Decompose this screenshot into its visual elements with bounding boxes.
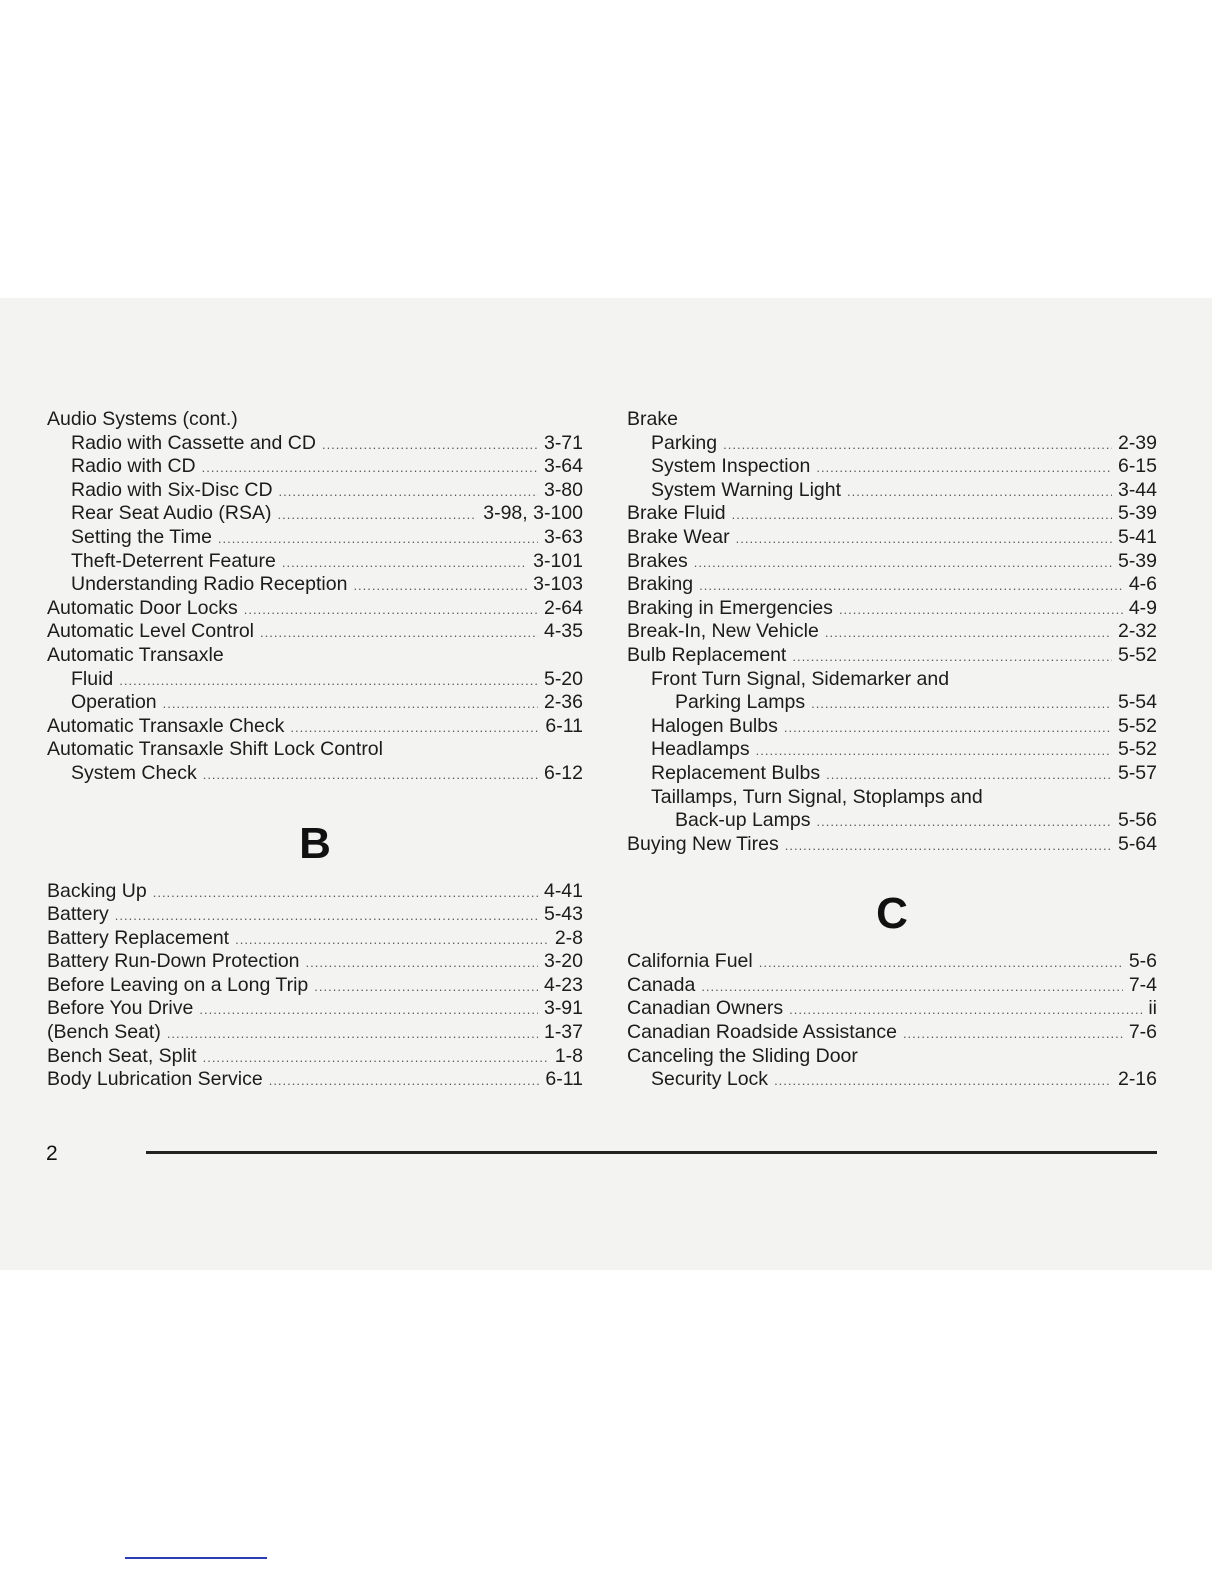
index-entry xyxy=(47,997,583,1021)
entry-term: Operation xyxy=(71,691,157,714)
entry-term: Radio with Cassette and CD xyxy=(71,431,316,454)
dot-leader xyxy=(826,763,1112,787)
entry-term: Automatic Door Locks xyxy=(47,596,238,619)
entry-page-ref: 3-64 xyxy=(543,455,583,478)
entry-page-ref: 7-6 xyxy=(1128,1021,1157,1044)
dot-leader xyxy=(235,928,549,952)
index-entry xyxy=(627,1021,1157,1045)
entry-term: Headlamps xyxy=(651,738,750,761)
index-group xyxy=(47,880,583,1092)
entry-term: (Bench Seat) xyxy=(47,1021,161,1044)
dot-leader xyxy=(789,998,1142,1022)
entry-term: Parking xyxy=(651,431,718,454)
index-entry xyxy=(627,950,1157,974)
entry-page-ref: 5-57 xyxy=(1117,761,1157,784)
entry-term: Battery xyxy=(47,903,109,926)
dot-leader xyxy=(119,669,538,693)
entry-page-ref: 3-103 xyxy=(533,573,583,596)
entry-page-ref: 5-52 xyxy=(1117,643,1157,666)
entry-page-ref: 6-15 xyxy=(1117,455,1157,478)
index-entry xyxy=(47,762,583,786)
index-entry xyxy=(47,1021,583,1045)
entry-term: Braking xyxy=(627,573,694,596)
entry-page-ref: 5-6 xyxy=(1128,950,1157,973)
index-entry xyxy=(627,974,1157,998)
entry-page-ref: 3-101 xyxy=(533,549,583,572)
dot-leader xyxy=(732,503,1112,527)
dot-leader xyxy=(784,716,1112,740)
dot-leader xyxy=(816,810,1111,834)
entry-term: System Inspection xyxy=(651,455,811,478)
entry-page-ref: 6-11 xyxy=(545,714,583,737)
entry-term: Bulb Replacement xyxy=(627,643,787,666)
dot-leader xyxy=(825,621,1112,645)
entry-page-ref: 1-8 xyxy=(554,1044,583,1067)
footer-rule xyxy=(146,1151,1157,1154)
index-entry xyxy=(627,997,1157,1021)
dot-leader xyxy=(279,480,538,504)
dot-leader xyxy=(699,574,1123,598)
entry-page-ref: 5-64 xyxy=(1117,832,1157,855)
entry-term: Theft-Deterrent Feature xyxy=(71,549,276,572)
index-entry xyxy=(627,573,1157,597)
entry-page-ref: 5-56 xyxy=(1117,809,1157,832)
index-entry xyxy=(47,455,583,479)
index-entry xyxy=(627,668,1157,692)
index-entry xyxy=(627,408,1157,432)
index-entry xyxy=(47,738,583,762)
index-entry xyxy=(47,927,583,951)
entry-page-ref: 3-80 xyxy=(543,478,583,501)
entry-term: Canadian Roadside Assistance xyxy=(627,1021,897,1044)
entry-term: Back-up Lamps xyxy=(675,809,811,832)
entry-term: Taillamps, Turn Signal, Stoplamps and xyxy=(651,785,983,808)
entry-page-ref: 6-11 xyxy=(545,1068,583,1091)
page-number: 2 xyxy=(46,1142,58,1165)
dot-leader xyxy=(163,692,538,716)
entry-page-ref: 2-36 xyxy=(543,691,583,714)
index-entry xyxy=(627,1045,1157,1069)
entry-page-ref: 1-37 xyxy=(543,1021,583,1044)
index-entry xyxy=(627,432,1157,456)
entry-term: Fluid xyxy=(71,667,114,690)
entry-page-ref: 5-52 xyxy=(1117,738,1157,761)
index-entry xyxy=(47,502,583,526)
entry-page-ref: 3-20 xyxy=(543,950,583,973)
dot-leader xyxy=(816,456,1112,480)
entry-term: Body Lubrication Service xyxy=(47,1068,263,1091)
spacer xyxy=(627,856,1157,878)
entry-term: Halogen Bulbs xyxy=(651,714,778,737)
index-entry xyxy=(627,691,1157,715)
entry-term: Braking in Emergencies xyxy=(627,596,833,619)
dot-leader xyxy=(153,881,538,905)
entry-page-ref: 4-41 xyxy=(543,879,583,902)
dot-leader xyxy=(115,904,538,928)
entry-term: Buying New Tires xyxy=(627,832,779,855)
dot-leader xyxy=(847,480,1112,504)
dot-leader xyxy=(353,574,527,598)
entry-page-ref: 5-39 xyxy=(1117,502,1157,525)
entry-term: Security Lock xyxy=(651,1068,769,1091)
index-entry xyxy=(627,738,1157,762)
entry-term: Automatic Transaxle Shift Lock Control xyxy=(47,738,383,761)
index-entry xyxy=(627,526,1157,550)
entry-term: Canadian Owners xyxy=(627,997,784,1020)
entry-page-ref: 3-91 xyxy=(543,997,583,1020)
index-entry xyxy=(627,455,1157,479)
dot-leader xyxy=(269,1069,540,1093)
entry-term: Automatic Level Control xyxy=(47,620,255,643)
index-entry xyxy=(47,974,583,998)
entry-page-ref: 4-35 xyxy=(543,620,583,643)
entry-term: California Fuel xyxy=(627,950,753,973)
dot-leader xyxy=(322,433,538,457)
link-underline xyxy=(125,1557,267,1559)
entry-term: Before Leaving on a Long Trip xyxy=(47,973,309,996)
index-column-left xyxy=(47,408,583,1092)
index-group xyxy=(627,950,1157,1092)
dot-leader xyxy=(903,1022,1123,1046)
dot-leader xyxy=(306,951,538,975)
index-entry xyxy=(47,597,583,621)
index-entry xyxy=(47,479,583,503)
dot-leader xyxy=(774,1069,1112,1093)
index-entry xyxy=(627,502,1157,526)
dot-leader xyxy=(244,598,538,622)
entry-page-ref: 5-43 xyxy=(543,903,583,926)
entry-term: Backing Up xyxy=(47,879,147,902)
index-entry xyxy=(47,432,583,456)
entry-page-ref: 3-98, 3-100 xyxy=(483,502,583,525)
index-entry xyxy=(627,550,1157,574)
dot-leader xyxy=(839,598,1123,622)
entry-term: Radio with CD xyxy=(71,455,196,478)
index-entry xyxy=(627,597,1157,621)
entry-term: System Check xyxy=(71,761,197,784)
entry-page-ref: 2-39 xyxy=(1117,431,1157,454)
dot-leader xyxy=(203,1046,549,1070)
entry-page-ref: 4-23 xyxy=(543,973,583,996)
entry-page-ref: 4-9 xyxy=(1128,596,1157,619)
dot-leader xyxy=(756,739,1112,763)
entry-term: Automatic Transaxle xyxy=(47,643,224,666)
entry-page-ref: 5-54 xyxy=(1117,691,1157,714)
dot-leader xyxy=(736,527,1112,551)
dot-leader xyxy=(199,998,538,1022)
index-entry xyxy=(47,950,583,974)
dot-leader xyxy=(785,834,1112,858)
entry-term: Brake Fluid xyxy=(627,502,726,525)
dot-leader xyxy=(290,716,539,740)
index-column-right xyxy=(627,408,1157,1092)
entry-page-ref: 5-52 xyxy=(1117,714,1157,737)
entry-page-ref: 2-64 xyxy=(543,596,583,619)
index-entry xyxy=(627,762,1157,786)
index-entry xyxy=(627,809,1157,833)
index-entry xyxy=(47,526,583,550)
entry-page-ref: 7-4 xyxy=(1128,973,1157,996)
entry-term: Automatic Transaxle Check xyxy=(47,714,285,737)
dot-leader xyxy=(792,645,1112,669)
index-entry xyxy=(47,668,583,692)
index-entry xyxy=(627,479,1157,503)
spacer xyxy=(47,786,583,808)
entry-page-ref: 2-32 xyxy=(1117,620,1157,643)
entry-term: Brake xyxy=(627,408,678,430)
index-entry xyxy=(47,903,583,927)
dot-leader xyxy=(314,975,538,999)
index-entry xyxy=(47,715,583,739)
entry-term: Understanding Radio Reception xyxy=(71,573,348,596)
entry-page-ref: 3-44 xyxy=(1117,478,1157,501)
entry-page-ref: 5-20 xyxy=(543,667,583,690)
entry-term: Canceling the Sliding Door xyxy=(627,1044,858,1067)
entry-term: Canada xyxy=(627,973,696,996)
entry-term: Radio with Six-Disc CD xyxy=(71,478,273,501)
entry-term: Brake Wear xyxy=(627,525,730,548)
index-entry xyxy=(627,786,1157,810)
entry-term: Bench Seat, Split xyxy=(47,1044,197,1067)
index-entry xyxy=(47,644,583,668)
dot-leader xyxy=(723,433,1112,457)
entry-page-ref: 5-41 xyxy=(1117,525,1157,548)
entry-page-ref: 5-39 xyxy=(1117,549,1157,572)
section-letter-b: B xyxy=(299,818,331,868)
index-entry xyxy=(47,1045,583,1069)
dot-leader xyxy=(278,503,478,527)
dot-leader xyxy=(202,456,538,480)
index-entry xyxy=(627,715,1157,739)
dot-leader xyxy=(759,951,1123,975)
dot-leader xyxy=(282,551,527,575)
index-entry xyxy=(627,833,1157,857)
entry-term: Audio Systems (cont.) xyxy=(47,408,238,430)
entry-term: Setting the Time xyxy=(71,525,212,548)
dot-leader xyxy=(811,692,1112,716)
entry-page-ref: 4-6 xyxy=(1128,573,1157,596)
entry-page-ref: ii xyxy=(1148,997,1157,1020)
entry-term: Parking Lamps xyxy=(675,691,806,714)
entry-page-ref: 2-16 xyxy=(1117,1068,1157,1091)
entry-term: Battery Run-Down Protection xyxy=(47,950,300,973)
index-entry xyxy=(627,1068,1157,1092)
dot-leader xyxy=(218,527,538,551)
entry-page-ref: 2-8 xyxy=(554,926,583,949)
index-entry xyxy=(47,573,583,597)
index-entry xyxy=(47,550,583,574)
entry-term: Before You Drive xyxy=(47,997,194,1020)
dot-leader xyxy=(203,763,538,787)
entry-page-ref: 3-63 xyxy=(543,525,583,548)
index-entry xyxy=(47,408,583,432)
entry-term: System Warning Light xyxy=(651,478,842,501)
section-letter-c: C xyxy=(876,889,908,939)
entry-term: Battery Replacement xyxy=(47,926,230,949)
index-group xyxy=(627,408,1157,856)
index-entry xyxy=(47,620,583,644)
dot-leader xyxy=(694,551,1112,575)
index-entry xyxy=(627,644,1157,668)
entry-term: Brakes xyxy=(627,549,688,572)
entry-term: Front Turn Signal, Sidemarker and xyxy=(651,667,950,690)
entry-term: Break-In, New Vehicle xyxy=(627,620,819,643)
dot-leader xyxy=(260,621,538,645)
dot-leader xyxy=(701,975,1123,999)
index-entry xyxy=(47,880,583,904)
index-entry xyxy=(47,1068,583,1092)
entry-page-ref: 6-12 xyxy=(543,761,583,784)
entry-term: Rear Seat Audio (RSA) xyxy=(71,502,272,525)
index-entry xyxy=(627,620,1157,644)
index-entry xyxy=(47,691,583,715)
index-group xyxy=(47,408,583,786)
entry-page-ref: 3-71 xyxy=(543,431,583,454)
dot-leader xyxy=(167,1022,538,1046)
entry-term: Replacement Bulbs xyxy=(651,761,821,784)
